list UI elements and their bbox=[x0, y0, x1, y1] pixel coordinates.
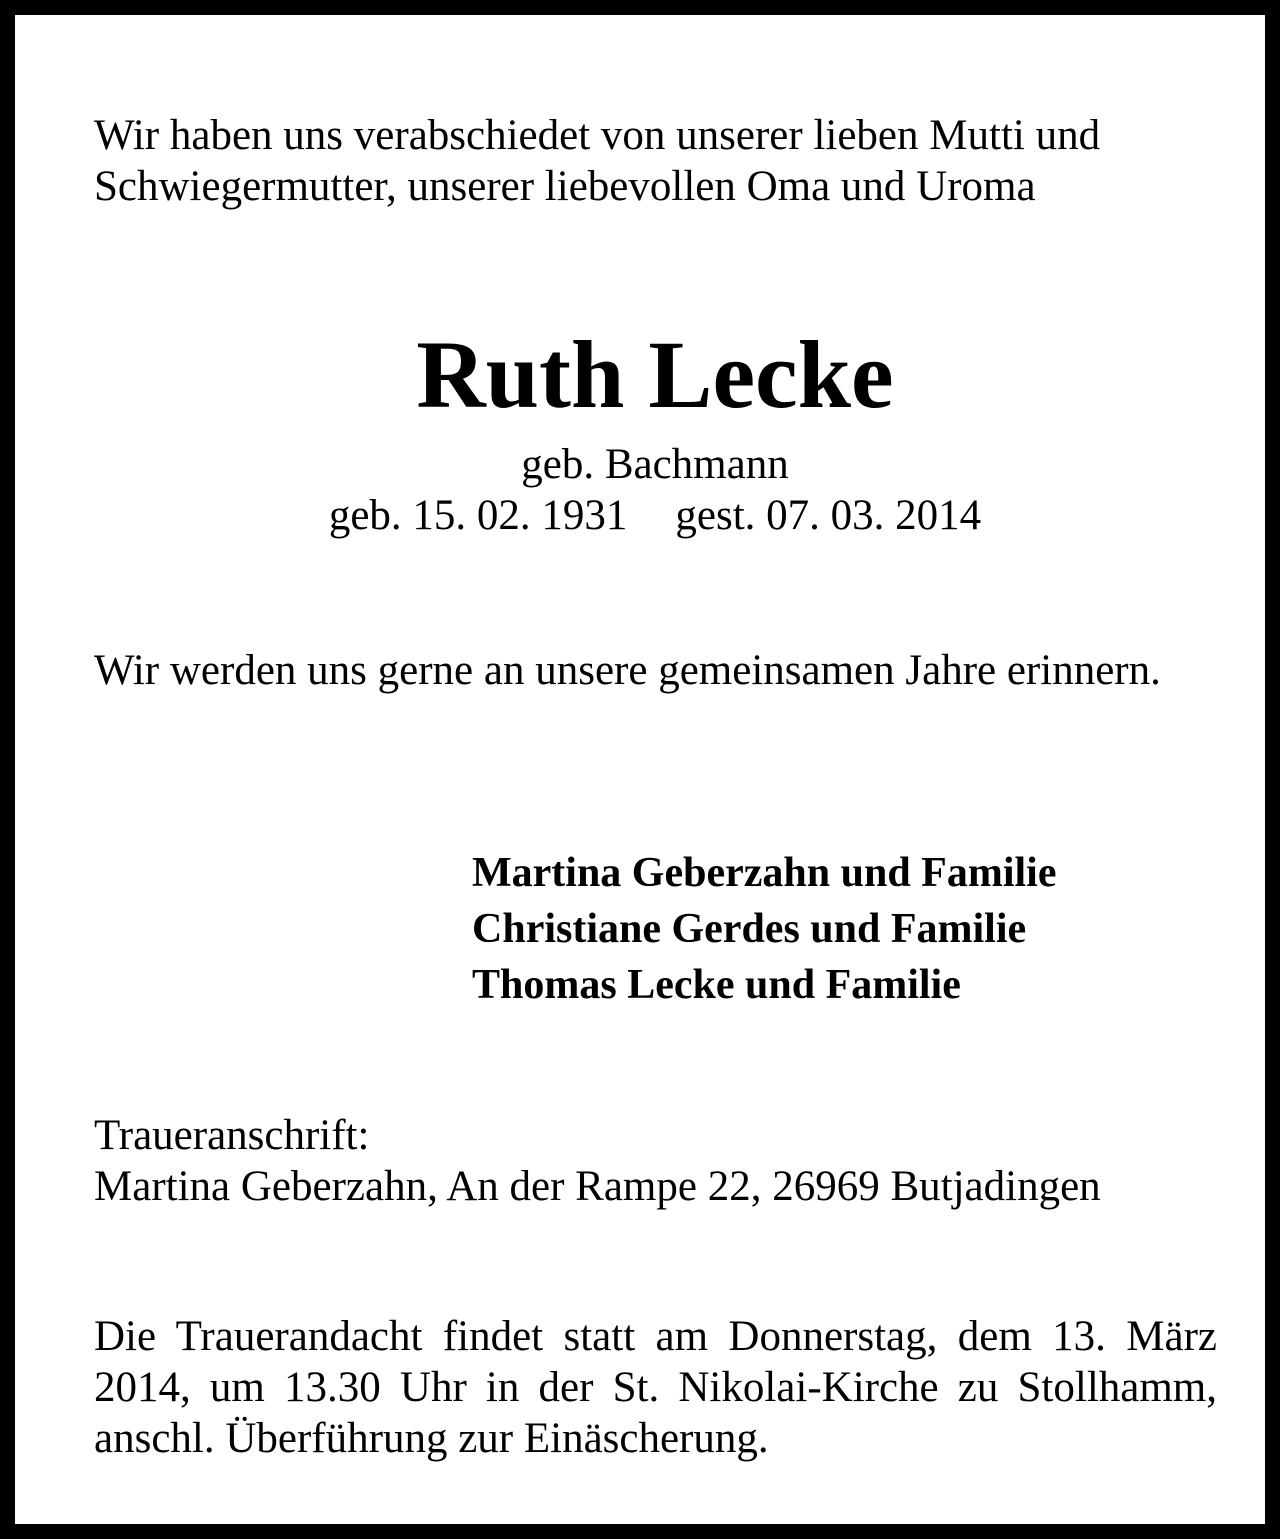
maiden-name: geb. Bachmann bbox=[521, 441, 789, 488]
mourners-list bbox=[472, 845, 1056, 1013]
birth-date: geb. 15. 02. 1931 bbox=[328, 492, 628, 539]
intro-line-2: Schwiegermutter, unserer liebevollen Oma und Uroma bbox=[94, 163, 1036, 210]
address-value: Martina Geberzahn, An der Rampe 22, 26969 Butjadingen bbox=[94, 1163, 1101, 1210]
mourner-1: Martina Geberzahn und Familie bbox=[472, 850, 1057, 896]
mourner-2: Christiane Gerdes und Familie bbox=[472, 906, 1027, 952]
mourner-3: Thomas Lecke und Familie bbox=[472, 962, 961, 1008]
address-label: Traueranschrift: bbox=[94, 1112, 370, 1159]
memory-text: Wir werden uns gerne an unsere gemeinsamen Jahre erinnern. bbox=[94, 647, 1161, 694]
intro-text bbox=[94, 110, 1217, 212]
mourning-address bbox=[94, 1110, 1217, 1212]
deceased-name: Ruth Lecke bbox=[416, 321, 894, 428]
death-date: gest. 07. 03. 2014 bbox=[675, 492, 982, 539]
service-text: Die Trauerandacht findet statt am Donnerstag, dem 13. März 2014, um 13.30 Uhr in der St. Nikolai-Kirche zu Stollhamm, anschl. Überführung zur Einäscherung. bbox=[94, 1313, 1217, 1462]
life-dates bbox=[15, 490, 1280, 541]
intro-line-1: Wir haben uns verabschiedet von unserer lieben Mutti und bbox=[94, 112, 1101, 159]
